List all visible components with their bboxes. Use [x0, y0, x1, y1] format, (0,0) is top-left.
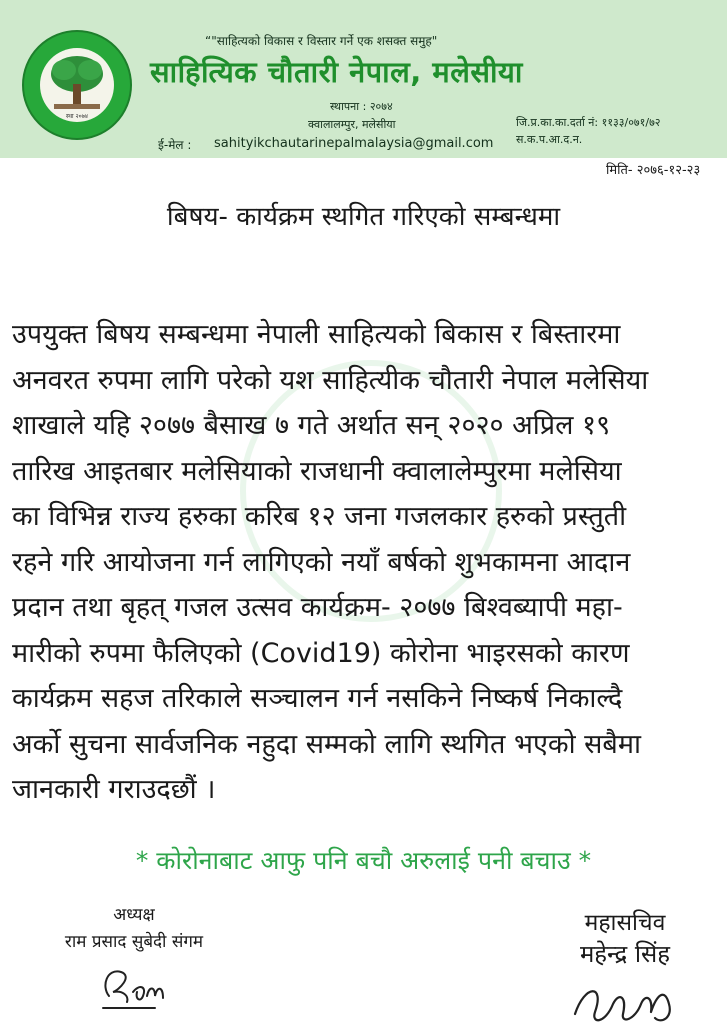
logo-year: स्था २०७४	[66, 113, 88, 120]
body-line: जानकारी गराउदछौं ।	[12, 774, 216, 805]
body-line: रहने गरि आयोजना गर्न लागिएको नयाँ बर्षको शुभकामना आदान	[12, 546, 631, 578]
address: क्वालालम्पुर, मलेसीया	[308, 118, 396, 131]
president-name: राम प्रसाद सुबेदी संगम	[64, 932, 204, 952]
body-line: तारिख आइतबार मलेसियाको राजधानी क्वालालेम्पुरमा मलेसिया	[12, 455, 622, 487]
letter-body	[12, 312, 717, 813]
body-line: प्रदान तथा बृहत् गजल उत्सव कार्यक्रम- २०७७ बिश्वब्यापी महा-	[12, 592, 623, 623]
president-title: अध्यक्ष	[113, 905, 155, 925]
body-line: का विभिन्न राज्य हरुका करिब १२ जना गजलकार हरुको प्रस्तुती	[12, 501, 627, 532]
registration-number: जि.प्र.का.का.दर्ता नं: ११३३/०७१/७२	[516, 116, 661, 129]
organization-logo	[22, 30, 132, 140]
president-signature-block	[14, 902, 254, 1016]
tree-emblem-icon	[40, 48, 114, 122]
body-line: मारीको रुपमा फैलिएको (Covid19) कोरोना भाइरसको कारण	[12, 637, 630, 669]
letter-date: मिति- २०७६-१२-२३	[606, 163, 701, 178]
secretary-name: महेन्द्र सिंह	[579, 940, 671, 968]
president-signature	[89, 956, 179, 1016]
letterhead	[0, 0, 727, 158]
registration-ref: स.क.प.आ.द.न.	[516, 133, 583, 146]
body-line: कार्यक्रम सहज तरिकाले सञ्चालन गर्न नसकिने निष्कर्ष निकाल्दै	[12, 683, 623, 714]
secretary-signature-block	[535, 905, 715, 1034]
letter-subject: बिषय- कार्यक्रम स्थगित गरिएको सम्बन्धमा	[166, 202, 561, 232]
body-line: अनवरत रुपमा लागि परेको यश साहित्यीक चौतारी नेपाल मलेसिया	[12, 364, 649, 396]
slogan: * कोरोनाबाट आफु पनि बचौ अरुलाई पनी बचाउ *	[135, 846, 592, 875]
organization-name: साहित्यिक चौतारी नेपाल, मलेसीया	[150, 55, 523, 89]
body-line: उपयुक्त बिषय सम्बन्धमा नेपाली साहित्यको बिकास र बिस्तारमा	[12, 319, 621, 350]
body-line: अर्को सुचना सार्वजनिक नहुदा सम्मको लागि स्थगित भएको सबैमा	[12, 728, 641, 760]
secretary-signature	[565, 974, 685, 1034]
established-year: स्थापना : २०७४	[330, 100, 393, 113]
secretary-title: महासचिव	[584, 910, 666, 936]
body-line: शाखाले यहि २०७७ बैसाख ७ गते अर्थात सन् २०२० अप्रिल १९	[12, 410, 611, 441]
email-label: ई-मेल :	[158, 138, 192, 152]
email-address: sahityikchautarinepalmalaysia@gmail.com	[214, 136, 494, 151]
motto: “"साहित्यको विकास र विस्तार गर्ने एक शसक्त समुह"	[205, 34, 438, 48]
